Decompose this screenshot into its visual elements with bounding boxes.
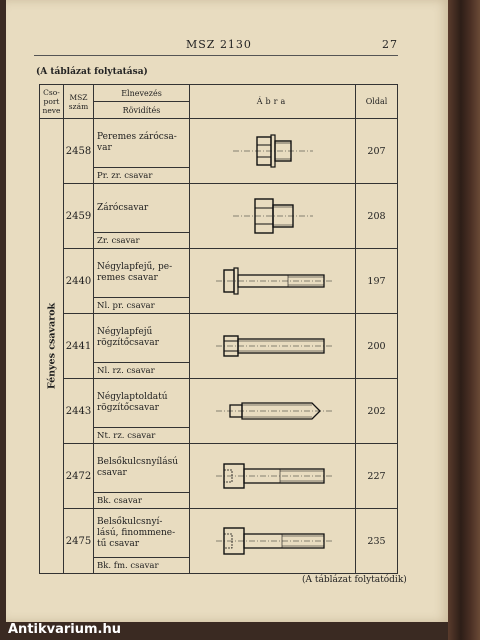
figure-cell (190, 509, 356, 574)
page-header (6, 38, 450, 52)
square-flanged-bolt-drawing (190, 266, 355, 296)
screw-abbreviation: Bk. csavar (94, 493, 190, 509)
col-figure-header: Ábra (190, 85, 356, 119)
msz-number: 2472 (64, 444, 94, 509)
col-msz-header: MSZ szám (64, 85, 94, 119)
table-row (40, 444, 398, 493)
page-number: 27 (382, 38, 398, 51)
screw-name: Négylapfejű rögzítőcsavar (94, 314, 190, 363)
figure-cell (190, 444, 356, 509)
flanged-plug-screw-drawing (190, 131, 355, 171)
screw-abbreviation: Nt. rz. csavar (94, 428, 190, 444)
group-name: Fényes csavarok (46, 302, 57, 390)
screw-abbreviation: Bk. fm. csavar (94, 558, 190, 574)
table-row (40, 314, 398, 363)
table-row (40, 249, 398, 298)
header-rule (34, 55, 398, 56)
socket-head-fine-thread-screw-drawing (190, 523, 355, 559)
plug-screw-drawing (190, 194, 355, 238)
screw-name: Négylaptoldatú rögzítőcsavar (94, 379, 190, 428)
col-group-header: Cso- port neve (40, 85, 64, 119)
table-row (40, 184, 398, 233)
table-row (40, 379, 398, 428)
watermark: Antikvarium.hu (8, 622, 121, 637)
screw-name: Zárócsavar (94, 184, 190, 233)
page-ref: 200 (356, 314, 398, 379)
figure-cell (190, 379, 356, 444)
book-binding (448, 0, 480, 640)
screw-abbreviation: Nl. rz. csavar (94, 363, 190, 379)
screw-name: Négylapfejű, pe- remes csavar (94, 249, 190, 298)
standard-label: MSZ 2130 (186, 38, 252, 51)
group-name-cell (40, 119, 64, 574)
screw-name: Peremes zárócsa- var (94, 119, 190, 168)
book-page (6, 0, 450, 622)
msz-number: 2440 (64, 249, 94, 314)
screw-abbreviation: Zr. csavar (94, 233, 190, 249)
msz-number: 2443 (64, 379, 94, 444)
table-row (40, 119, 398, 168)
socket-head-screw-drawing (190, 459, 355, 493)
page-ref: 235 (356, 509, 398, 574)
table-row (40, 509, 398, 558)
msz-number: 2459 (64, 184, 94, 249)
figure-cell (190, 314, 356, 379)
page-ref: 227 (356, 444, 398, 509)
figure-cell (190, 119, 356, 184)
screw-abbreviation: Nl. pr. csavar (94, 298, 190, 314)
screw-name: Belsőkulcsnyí- lású, finommene- tű csavar (94, 509, 190, 558)
square-head-set-screw-drawing (190, 331, 355, 361)
col-name-header: Elnevezés (94, 85, 190, 102)
square-shank-set-screw-drawing (190, 396, 355, 426)
screw-table (39, 84, 398, 574)
page-ref: 208 (356, 184, 398, 249)
table-continued-note: (A táblázat folytatása) (36, 67, 148, 77)
msz-number: 2458 (64, 119, 94, 184)
msz-number: 2441 (64, 314, 94, 379)
table-continues-note: (A táblázat folytatódik) (302, 575, 407, 585)
col-page-header: Oldal (356, 85, 398, 119)
screw-abbreviation: Pr. zr. csavar (94, 168, 190, 184)
page-ref: 207 (356, 119, 398, 184)
col-abbr-header: Rövidítés (94, 102, 190, 119)
page-ref: 202 (356, 379, 398, 444)
page-ref: 197 (356, 249, 398, 314)
msz-number: 2475 (64, 509, 94, 574)
figure-cell (190, 249, 356, 314)
screw-name: Belsőkulcsnyílású csavar (94, 444, 190, 493)
figure-cell (190, 184, 356, 249)
